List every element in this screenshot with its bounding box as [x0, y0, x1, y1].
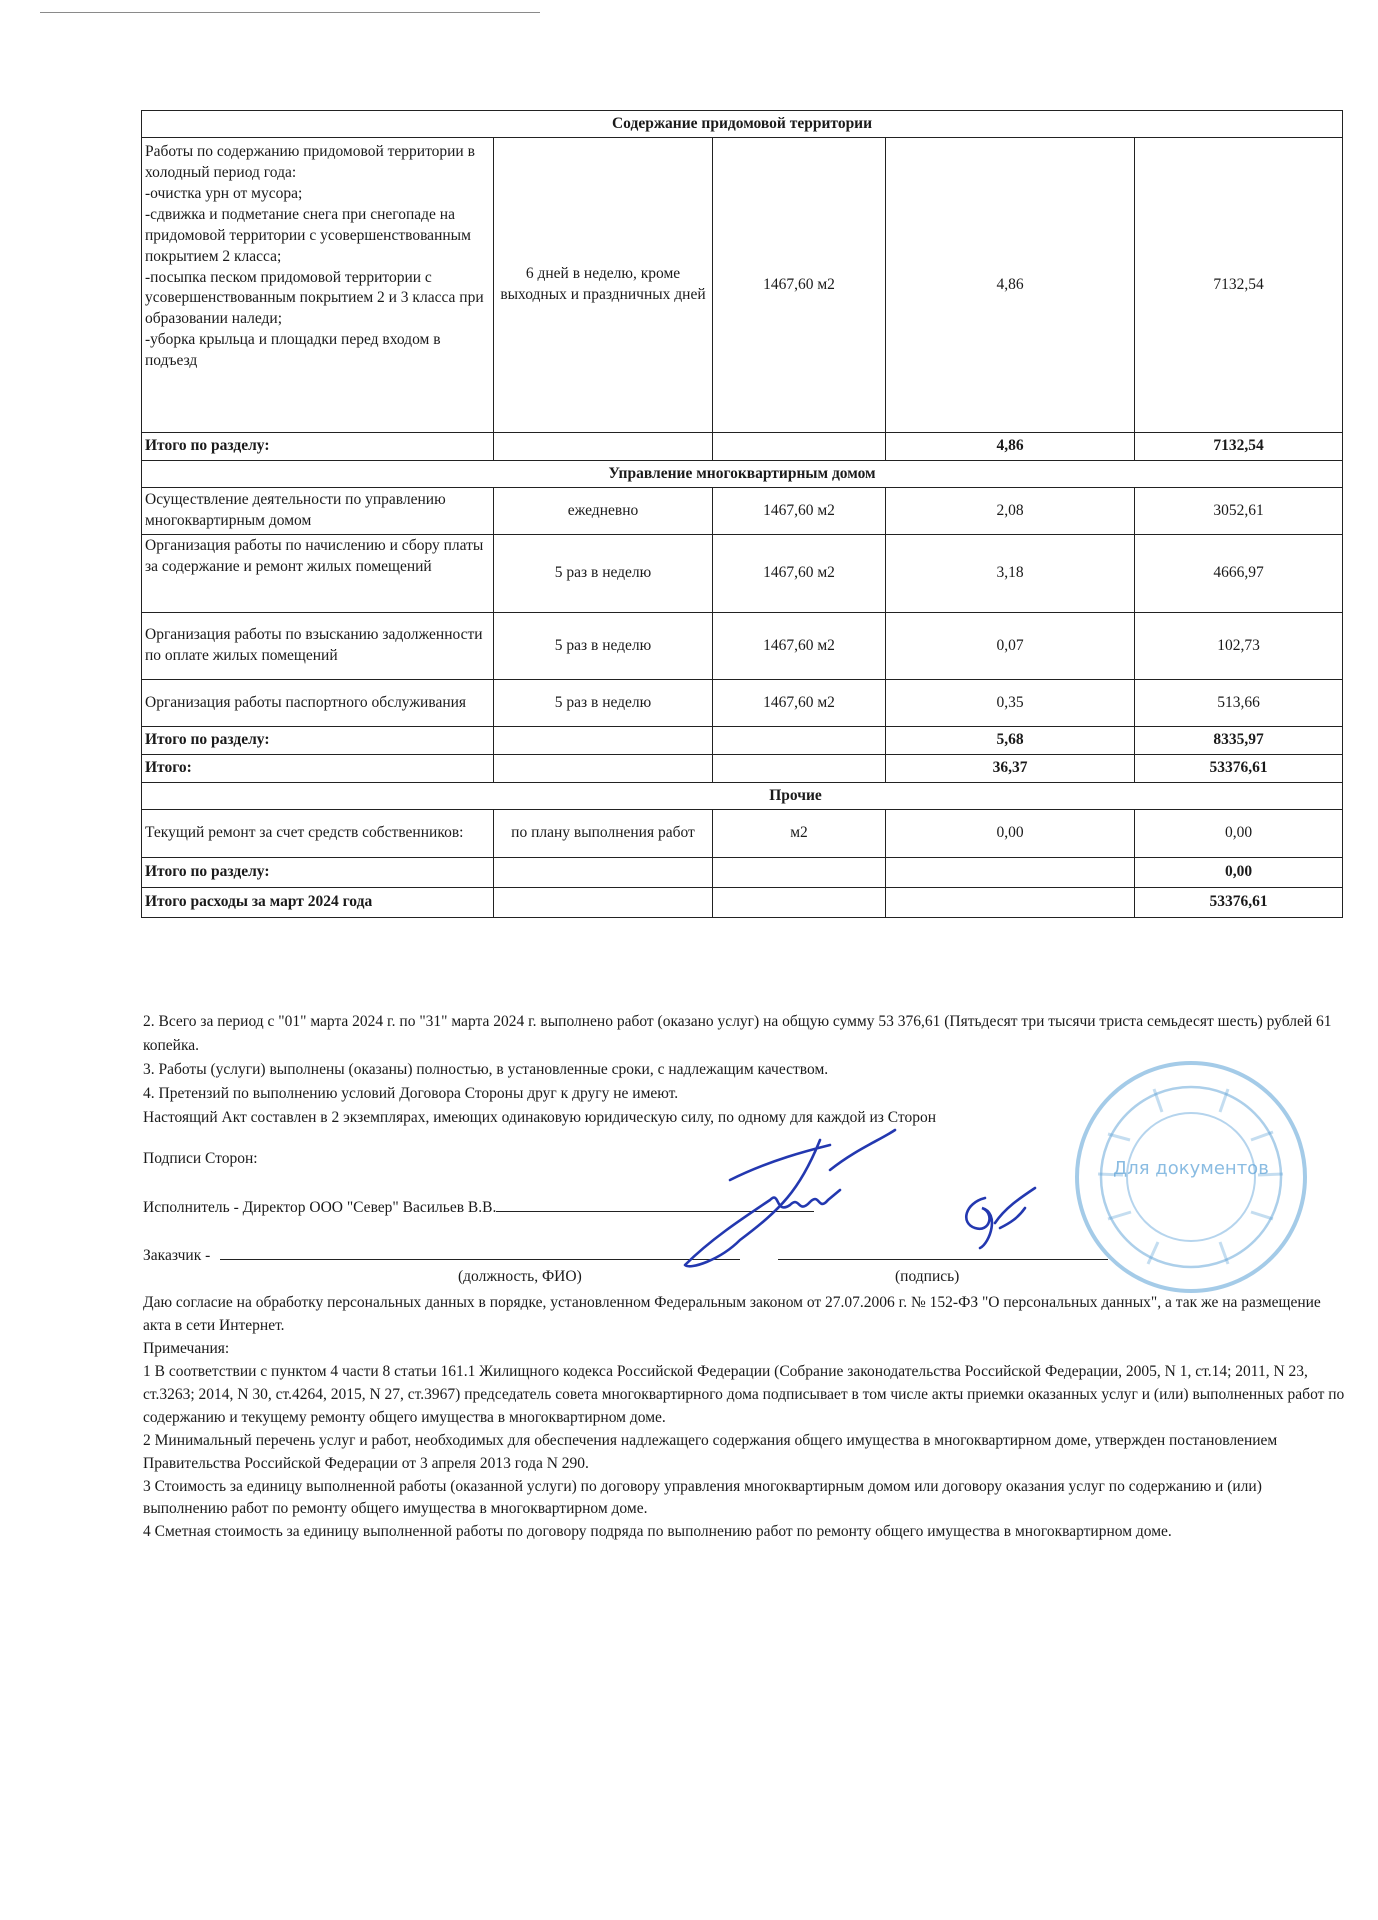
work-frequency: 6 дней в неделю, кроме выходных и праздничных дней: [494, 138, 713, 433]
note-item: 3 Стоимость за единицу выполненной работы (оказанной услуги) по договору управления многоквартирным домом или договору оказания услуг по содержанию и (или) выполнению работ по ремонту общего имущества в многоквартирном доме.: [143, 1477, 1262, 1518]
section-title: Прочие: [142, 783, 1343, 810]
work-frequency: 5 раз в неделю: [494, 613, 713, 680]
work-rate: 0,07: [886, 613, 1135, 680]
grand-total-row: [142, 888, 1343, 918]
total-sum: 0,00: [1135, 858, 1343, 888]
work-area: 1467,60 м2: [713, 138, 886, 433]
table-row: [142, 488, 1343, 535]
empty-cell: [494, 858, 713, 888]
work-area: 1467,60 м2: [713, 535, 886, 613]
work-frequency: по плану выполнения работ: [494, 810, 713, 858]
organization-stamp: [1068, 1054, 1314, 1300]
section-total-row: [142, 858, 1343, 888]
table-row: [142, 613, 1343, 680]
services-table: [141, 110, 1343, 918]
empty-cell: [494, 888, 713, 918]
section-header-grounds: [142, 111, 1343, 138]
empty-cell: [713, 858, 886, 888]
empty-cell: [886, 888, 1135, 918]
statement-no-claims: 4. Претензий по выполнению условий Договора Стороны друг к другу не имеют.: [143, 1085, 679, 1103]
total-label: Итого по разделу:: [142, 727, 494, 755]
total-label: Итого:: [142, 755, 494, 783]
work-area: 1467,60 м2: [713, 613, 886, 680]
work-sum: 513,66: [1135, 680, 1343, 727]
statement-quality: 3. Работы (услуги) выполнены (оказаны) полностью, в установленные сроки, с надлежащим качеством.: [143, 1061, 829, 1079]
statement-copies: Настоящий Акт составлен в 2 экземплярах, имеющих одинаковую юридическую силу, по одному для каждой из Сторон: [143, 1109, 937, 1127]
customer-position-line: [220, 1259, 740, 1260]
work-frequency: ежедневно: [494, 488, 713, 535]
position-caption: (должность, ФИО): [458, 1268, 582, 1285]
empty-cell: [494, 433, 713, 461]
customer-signature: [950, 1178, 1050, 1258]
total-sum: 8335,97: [1135, 727, 1343, 755]
work-frequency: 5 раз в неделю: [494, 680, 713, 727]
work-description: Текущий ремонт за счет средств собственников:: [142, 810, 494, 858]
work-description: Организация работы паспортного обслуживания: [142, 680, 494, 727]
work-sum: 102,73: [1135, 613, 1343, 680]
total-sum: 53376,61: [1135, 755, 1343, 783]
notes-section: [143, 1292, 1348, 1544]
total-rate: 4,86: [886, 433, 1135, 461]
note-item: 2 Минимальный перечень услуг и работ, необходимых для обеспечения надлежащего содержания общего имущества в многоквартирном доме, утвержден постановлением Правительства Российской Федерации от 3 апреля 2013 года N 290.: [143, 1431, 1278, 1472]
section-header-other: [142, 783, 1343, 810]
customer-text: Заказчик -: [143, 1247, 211, 1264]
work-sum: 0,00: [1135, 810, 1343, 858]
empty-cell: [494, 755, 713, 783]
notes-title: Примечания:: [143, 1339, 230, 1357]
total-label: Итого по разделу:: [142, 433, 494, 461]
work-sum: 7132,54: [1135, 138, 1343, 433]
signatures-heading-text: Подписи Сторон:: [143, 1150, 258, 1167]
section-title: Содержание придомовой территории: [142, 111, 1343, 138]
table-row: [142, 680, 1343, 727]
work-rate: 4,86: [886, 138, 1135, 433]
work-area: 1467,60 м2: [713, 680, 886, 727]
note-item: 4 Сметная стоимость за единицу выполненной работы по договору подряда по выполнению работ по ремонту общего имущества в многоквартирном доме.: [143, 1523, 1172, 1541]
total-sum: 53376,61: [1135, 888, 1343, 918]
section-title: Управление многоквартирным домом: [142, 461, 1343, 488]
work-sum: 3052,61: [1135, 488, 1343, 535]
section-total-row: [142, 433, 1343, 461]
signature-caption: (подпись): [895, 1268, 960, 1285]
top-rule: [40, 12, 540, 13]
total-label: Итого по разделу:: [142, 858, 494, 888]
empty-cell: [713, 755, 886, 783]
section-header-management: [142, 461, 1343, 488]
work-rate: 2,08: [886, 488, 1135, 535]
empty-cell: [886, 858, 1135, 888]
work-area: 1467,60 м2: [713, 488, 886, 535]
work-description: Осуществление деятельности по управлению многоквартирным домом: [142, 488, 494, 535]
work-rate: 3,18: [886, 535, 1135, 613]
table-row: [142, 138, 1343, 433]
executor-text: Исполнитель - Директор ООО "Север" Васильев В.В.: [143, 1199, 497, 1216]
work-description: Работы по содержанию придомовой территории в холодный период года: -очистка урн от мусора; -сдвижка и подметание снега при снегопаде на придомовой территории с усовершенствованным покрытием 2 класса; -посыпка песком придомовой территории с усовершенствованным покрытием 2 и 3 класса при образовании наледи; -уборка крыльца и площадки перед входом в подъезд: [142, 138, 494, 433]
section-total-row: [142, 727, 1343, 755]
work-description: Организация работы по взысканию задолженности по оплате жилых помещений: [142, 613, 494, 680]
total-rate: 5,68: [886, 727, 1135, 755]
overall-total-row: [142, 755, 1343, 783]
work-description: Организация работы по начислению и сбору платы за содержание и ремонт жилых помещений: [142, 535, 494, 613]
stamp-center-text: Для документов: [1113, 1158, 1269, 1179]
table-row: [142, 810, 1343, 858]
work-area: м2: [713, 810, 886, 858]
total-sum: 7132,54: [1135, 433, 1343, 461]
empty-cell: [713, 888, 886, 918]
empty-cell: [713, 727, 886, 755]
work-rate: 0,00: [886, 810, 1135, 858]
statement-total: 2. Всего за период с "01" марта 2024 г. по "31" марта 2024 г. выполнено работ (оказано услуг) на общую сумму 53 376,61 (Пятьдесят три тысячи триста семьдесят шесть) рублей 61 копейка.: [143, 1013, 1332, 1055]
total-rate: 36,37: [886, 755, 1135, 783]
note-item: 1 В соответствии с пунктом 4 части 8 статьи 161.1 Жилищного кодекса Российской Федерации (Собрание законодательства Российской Федерации, 2005, N 1, ст.14; 2011, N 23, ст.3263; 2014, N 30, ст.4264, 2015, N 27, ст.3967) председатель совета многоквартирного дома подписывает в том числе акты приемки оказанных услуг и (или) выполненных работ по содержанию и текущему ремонту общего имущества в многоквартирном доме.: [143, 1362, 1345, 1426]
table-row: [142, 535, 1343, 613]
work-frequency: 5 раз в неделю: [494, 535, 713, 613]
consent-text: Даю согласие на обработку персональных данных в порядке, установленном Федеральным законом от 27.07.2006 г. № 152-ФЗ "О персональных данных", а так же на размещение акта в сети Интернет.: [143, 1294, 1321, 1334]
total-label: Итого расходы за март 2024 года: [142, 888, 494, 918]
executor-signature: [680, 1120, 940, 1280]
work-sum: 4666,97: [1135, 535, 1343, 613]
work-rate: 0,35: [886, 680, 1135, 727]
empty-cell: [713, 433, 886, 461]
empty-cell: [494, 727, 713, 755]
